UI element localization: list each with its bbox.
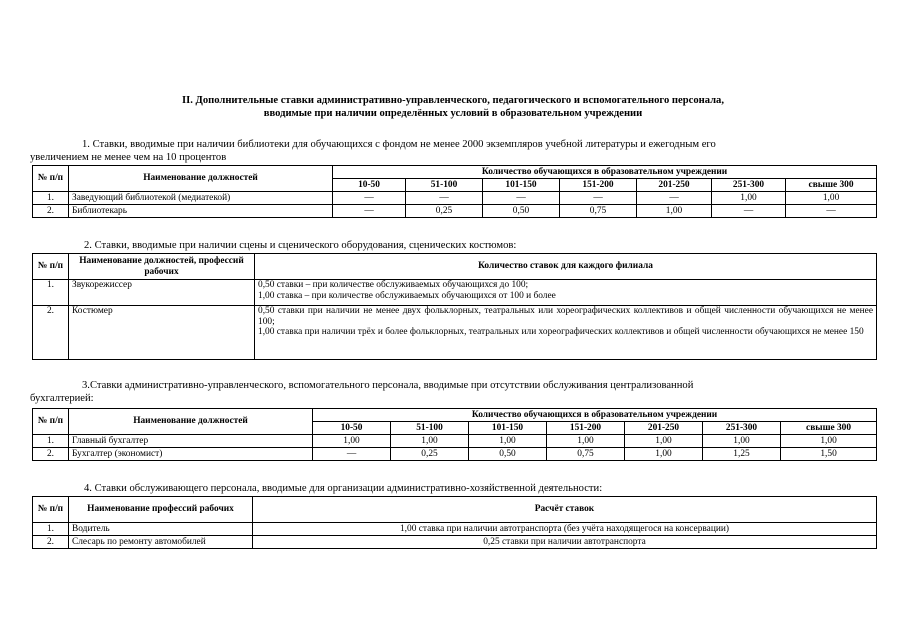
s4-header-calc: Расчёт ставок — [253, 497, 877, 523]
row-name: Бухгалтер (экономист) — [69, 448, 313, 461]
s3-header-range: 251-300 — [703, 422, 781, 435]
section4-table — [32, 496, 877, 549]
section1-table — [32, 165, 877, 218]
row-value: 0,75 — [560, 205, 637, 218]
row-value: 0,50 — [469, 448, 547, 461]
row-value: — — [560, 192, 637, 205]
row-num: 2. — [33, 205, 69, 218]
row-name: Водитель — [69, 523, 253, 536]
row-name: Звукорежиссер — [69, 280, 255, 306]
s3-header-range: 151-200 — [547, 422, 625, 435]
row-value: — — [786, 205, 877, 218]
row-num: 2. — [33, 306, 69, 360]
heading-line-2: вводимые при наличии определённых условий в образовательном учреждении — [263, 108, 643, 119]
row-value: 1,00 — [703, 435, 781, 448]
row-value: — — [712, 205, 786, 218]
row-num: 2. — [33, 536, 69, 549]
row-value: 1,50 — [781, 448, 877, 461]
row-name: Костюмер — [69, 306, 255, 360]
s1-header-name: Наименование должностей — [69, 166, 333, 192]
section1-intro-line-2: увеличением не менее чем на 10 процентов — [30, 152, 227, 163]
s3-header-num: № п/п — [33, 409, 69, 435]
row-num: 1. — [33, 435, 69, 448]
row-name: Библиотекарь — [69, 205, 333, 218]
table-row — [33, 435, 877, 448]
row-name: Заведующий библиотекой (медиатекой) — [69, 192, 333, 205]
section4-intro: 4. Ставки обслуживающего персонала, вводимые для организации административно-хозяйственной деятельности: — [84, 483, 603, 494]
s1-header-range: 10-50 — [333, 179, 406, 192]
table-row — [33, 192, 877, 205]
s1-header-range: 251-300 — [712, 179, 786, 192]
section-heading — [30, 94, 876, 120]
rate-line: 0,50 ставки – при количестве обслуживаемых обучающихся до 100; — [258, 280, 529, 290]
row-value: 1,00 — [313, 435, 391, 448]
s3-header-range: 51-100 — [391, 422, 469, 435]
section3-intro — [30, 379, 876, 405]
rate-line: 1,00 ставка – при количестве обслуживаемых обучающихся от 100 и более — [258, 290, 556, 301]
s3-header-group: Количество обучающихся в образовательном учреждении — [313, 409, 877, 422]
s3-header-range: 101-150 — [469, 422, 547, 435]
rate-line: 0,50 ставки при наличии не менее двух фольклорных, театральных или хореографических коллективов и общей численности обучающихся не менее 100; — [258, 306, 873, 327]
section1-intro-line-1: 1. Ставки, вводимые при наличии библиотеки для обучающихся с фондом не менее 2000 экземпляров учебной литературы и ежегодным его — [82, 139, 716, 150]
row-rates — [255, 280, 877, 306]
s1-header-group: Количество обучающихся в образовательном учреждении — [333, 166, 877, 179]
row-value: 0,25 — [391, 448, 469, 461]
row-calc: 0,25 ставки при наличии автотранспорта — [253, 536, 877, 549]
row-value: — — [333, 205, 406, 218]
row-value: 1,00 — [637, 205, 712, 218]
row-value: 1,00 — [786, 192, 877, 205]
s4-header-num: № п/п — [33, 497, 69, 523]
row-value: 1,00 — [547, 435, 625, 448]
section3-intro-line-1: 3.Ставки административно-управленческого, вспомогательного персонала, вводимые при отсутствии обслуживания централизованной — [82, 380, 694, 391]
row-value: — — [333, 192, 406, 205]
section1-intro — [30, 138, 876, 164]
row-value: 1,25 — [703, 448, 781, 461]
s1-header-range: 151-200 — [560, 179, 637, 192]
table-row — [33, 523, 877, 536]
section2-table — [32, 253, 877, 360]
row-rates — [255, 306, 877, 360]
row-num: 1. — [33, 280, 69, 306]
row-value: 1,00 — [469, 435, 547, 448]
row-value: 0,25 — [406, 205, 483, 218]
s1-header-num: № п/п — [33, 166, 69, 192]
s2-header-name: Наименование должностей, профессий рабочих — [69, 254, 255, 280]
section3-table — [32, 408, 877, 461]
row-num: 1. — [33, 523, 69, 536]
row-value: 0,50 — [483, 205, 560, 218]
table-row — [33, 448, 877, 461]
section3-intro-line-2: бухгалтерией: — [30, 393, 94, 404]
s4-header-name: Наименование профессий рабочих — [69, 497, 253, 523]
s1-header-range: 201-250 — [637, 179, 712, 192]
row-value: — — [406, 192, 483, 205]
row-num: 2. — [33, 448, 69, 461]
row-value: 0,75 — [547, 448, 625, 461]
row-value: — — [483, 192, 560, 205]
rate-line: 1,00 ставка при наличии трёх и более фольклорных, театральных или хореографических коллективов и общей численности обучающихся не менее 150 — [258, 327, 864, 337]
s1-header-range: 101-150 — [483, 179, 560, 192]
table-row — [33, 306, 877, 360]
s2-header-num: № п/п — [33, 254, 69, 280]
s1-header-range: 51-100 — [406, 179, 483, 192]
row-name: Главный бухгалтер — [69, 435, 313, 448]
row-value: 1,00 — [391, 435, 469, 448]
s3-header-range: свыше 300 — [781, 422, 877, 435]
s2-header-rates: Количество ставок для каждого филиала — [255, 254, 877, 280]
table-row — [33, 280, 877, 306]
s3-header-range: 201-250 — [625, 422, 703, 435]
row-value: 1,00 — [712, 192, 786, 205]
section2-intro: 2. Ставки, вводимые при наличии сцены и сценического оборудования, сценических костюмов: — [84, 240, 517, 251]
row-value: 1,00 — [781, 435, 877, 448]
row-num: 1. — [33, 192, 69, 205]
s3-header-name: Наименование должностей — [69, 409, 313, 435]
heading-line-1: II. Дополнительные ставки административно-управленческого, педагогического и вспомогательного персонала, — [181, 95, 725, 106]
row-calc: 1,00 ставка при наличии автотранспорта (без учёта находящегося на консервации) — [253, 523, 877, 536]
row-value: 1,00 — [625, 448, 703, 461]
row-value: — — [313, 448, 391, 461]
row-name: Слесарь по ремонту автомобилей — [69, 536, 253, 549]
row-value: — — [637, 192, 712, 205]
table-row — [33, 205, 877, 218]
table-row — [33, 536, 877, 549]
s1-header-range: свыше 300 — [786, 179, 877, 192]
row-value: 1,00 — [625, 435, 703, 448]
s3-header-range: 10-50 — [313, 422, 391, 435]
